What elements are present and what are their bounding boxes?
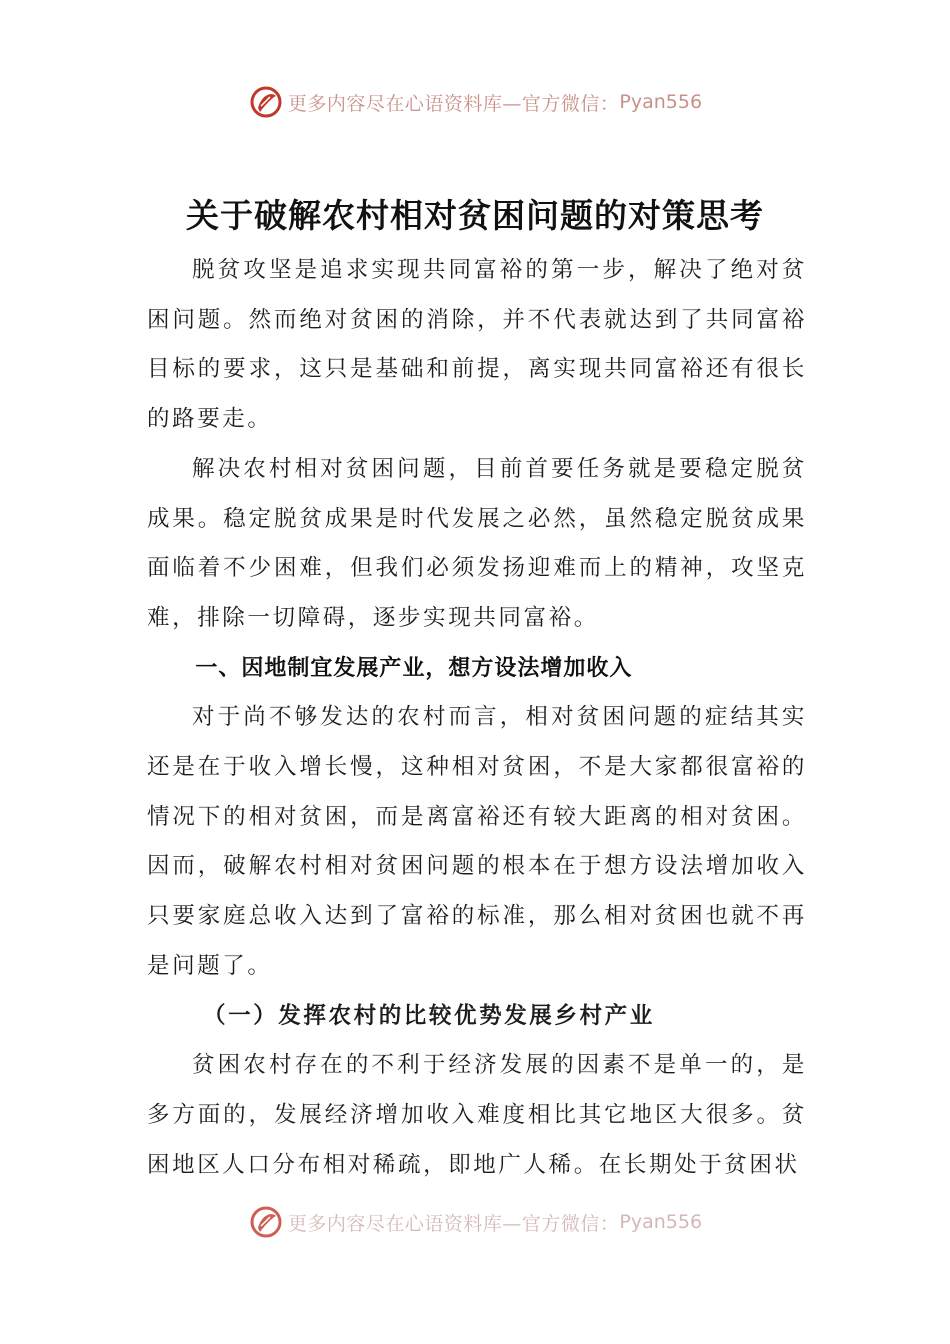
paragraph-4: 贫困农村存在的不利于经济发展的因素不是单一的，是多方面的，发展经济增加收入难度相比其它地区大很多。贫困地区人口分布相对稀疏，即地广人稀。在长期处于贫困状 xyxy=(147,1052,807,1178)
footer-watermark xyxy=(0,1202,950,1242)
watermark-text: 更多内容尽在心语资料库—官方微信： xyxy=(287,92,620,115)
paragraph-1: 脱贫攻坚是追求实现共同富裕的第一步，解决了绝对贫困问题。然而绝对贫困的消除，并不代表就达到了共同富裕目标的要求，这只是基础和前提，离实现共同富裕还有很长的路要走。 xyxy=(147,257,807,433)
brand-logo-icon xyxy=(248,84,284,120)
document-body xyxy=(147,246,807,1190)
section-heading-1: 一、因地制宜发展产业，想方设法增加收入 xyxy=(195,655,633,681)
paragraph-2: 解决农村相对贫困问题，目前首要任务就是要稳定脱贫成果。稳定脱贫成果是时代发展之必然，虽然稳定脱贫成果面临着不少困难，但我们必须发扬迎难而上的精神，攻坚克难，排除一切障碍，逐步实现共同富裕。 xyxy=(147,455,807,631)
subsection-heading-1: （一）发挥农村的比较优势发展乡村产业 xyxy=(203,1002,655,1029)
paragraph-3: 对于尚不够发达的农村而言，相对贫困问题的症结其实还是在于收入增长慢，这种相对贫困，不是大家都很富裕的情况下的相对贫困，而是离富裕还有较大距离的相对贫困。因而，破解农村相对贫困问题的根本在于想方设法增加收入只要家庭总收入达到了富裕的标准，那么相对贫困也就不再是问题了。 xyxy=(147,704,807,979)
document-title: 关于破解农村相对贫困问题的对策思考 xyxy=(186,196,764,235)
watermark-id: Pyan556 xyxy=(619,1211,703,1233)
watermark-text: 更多内容尽在心语资料库—官方微信： xyxy=(287,1212,620,1235)
brand-logo-icon xyxy=(248,1204,284,1240)
header-watermark xyxy=(0,82,950,122)
watermark-id: Pyan556 xyxy=(619,91,703,113)
